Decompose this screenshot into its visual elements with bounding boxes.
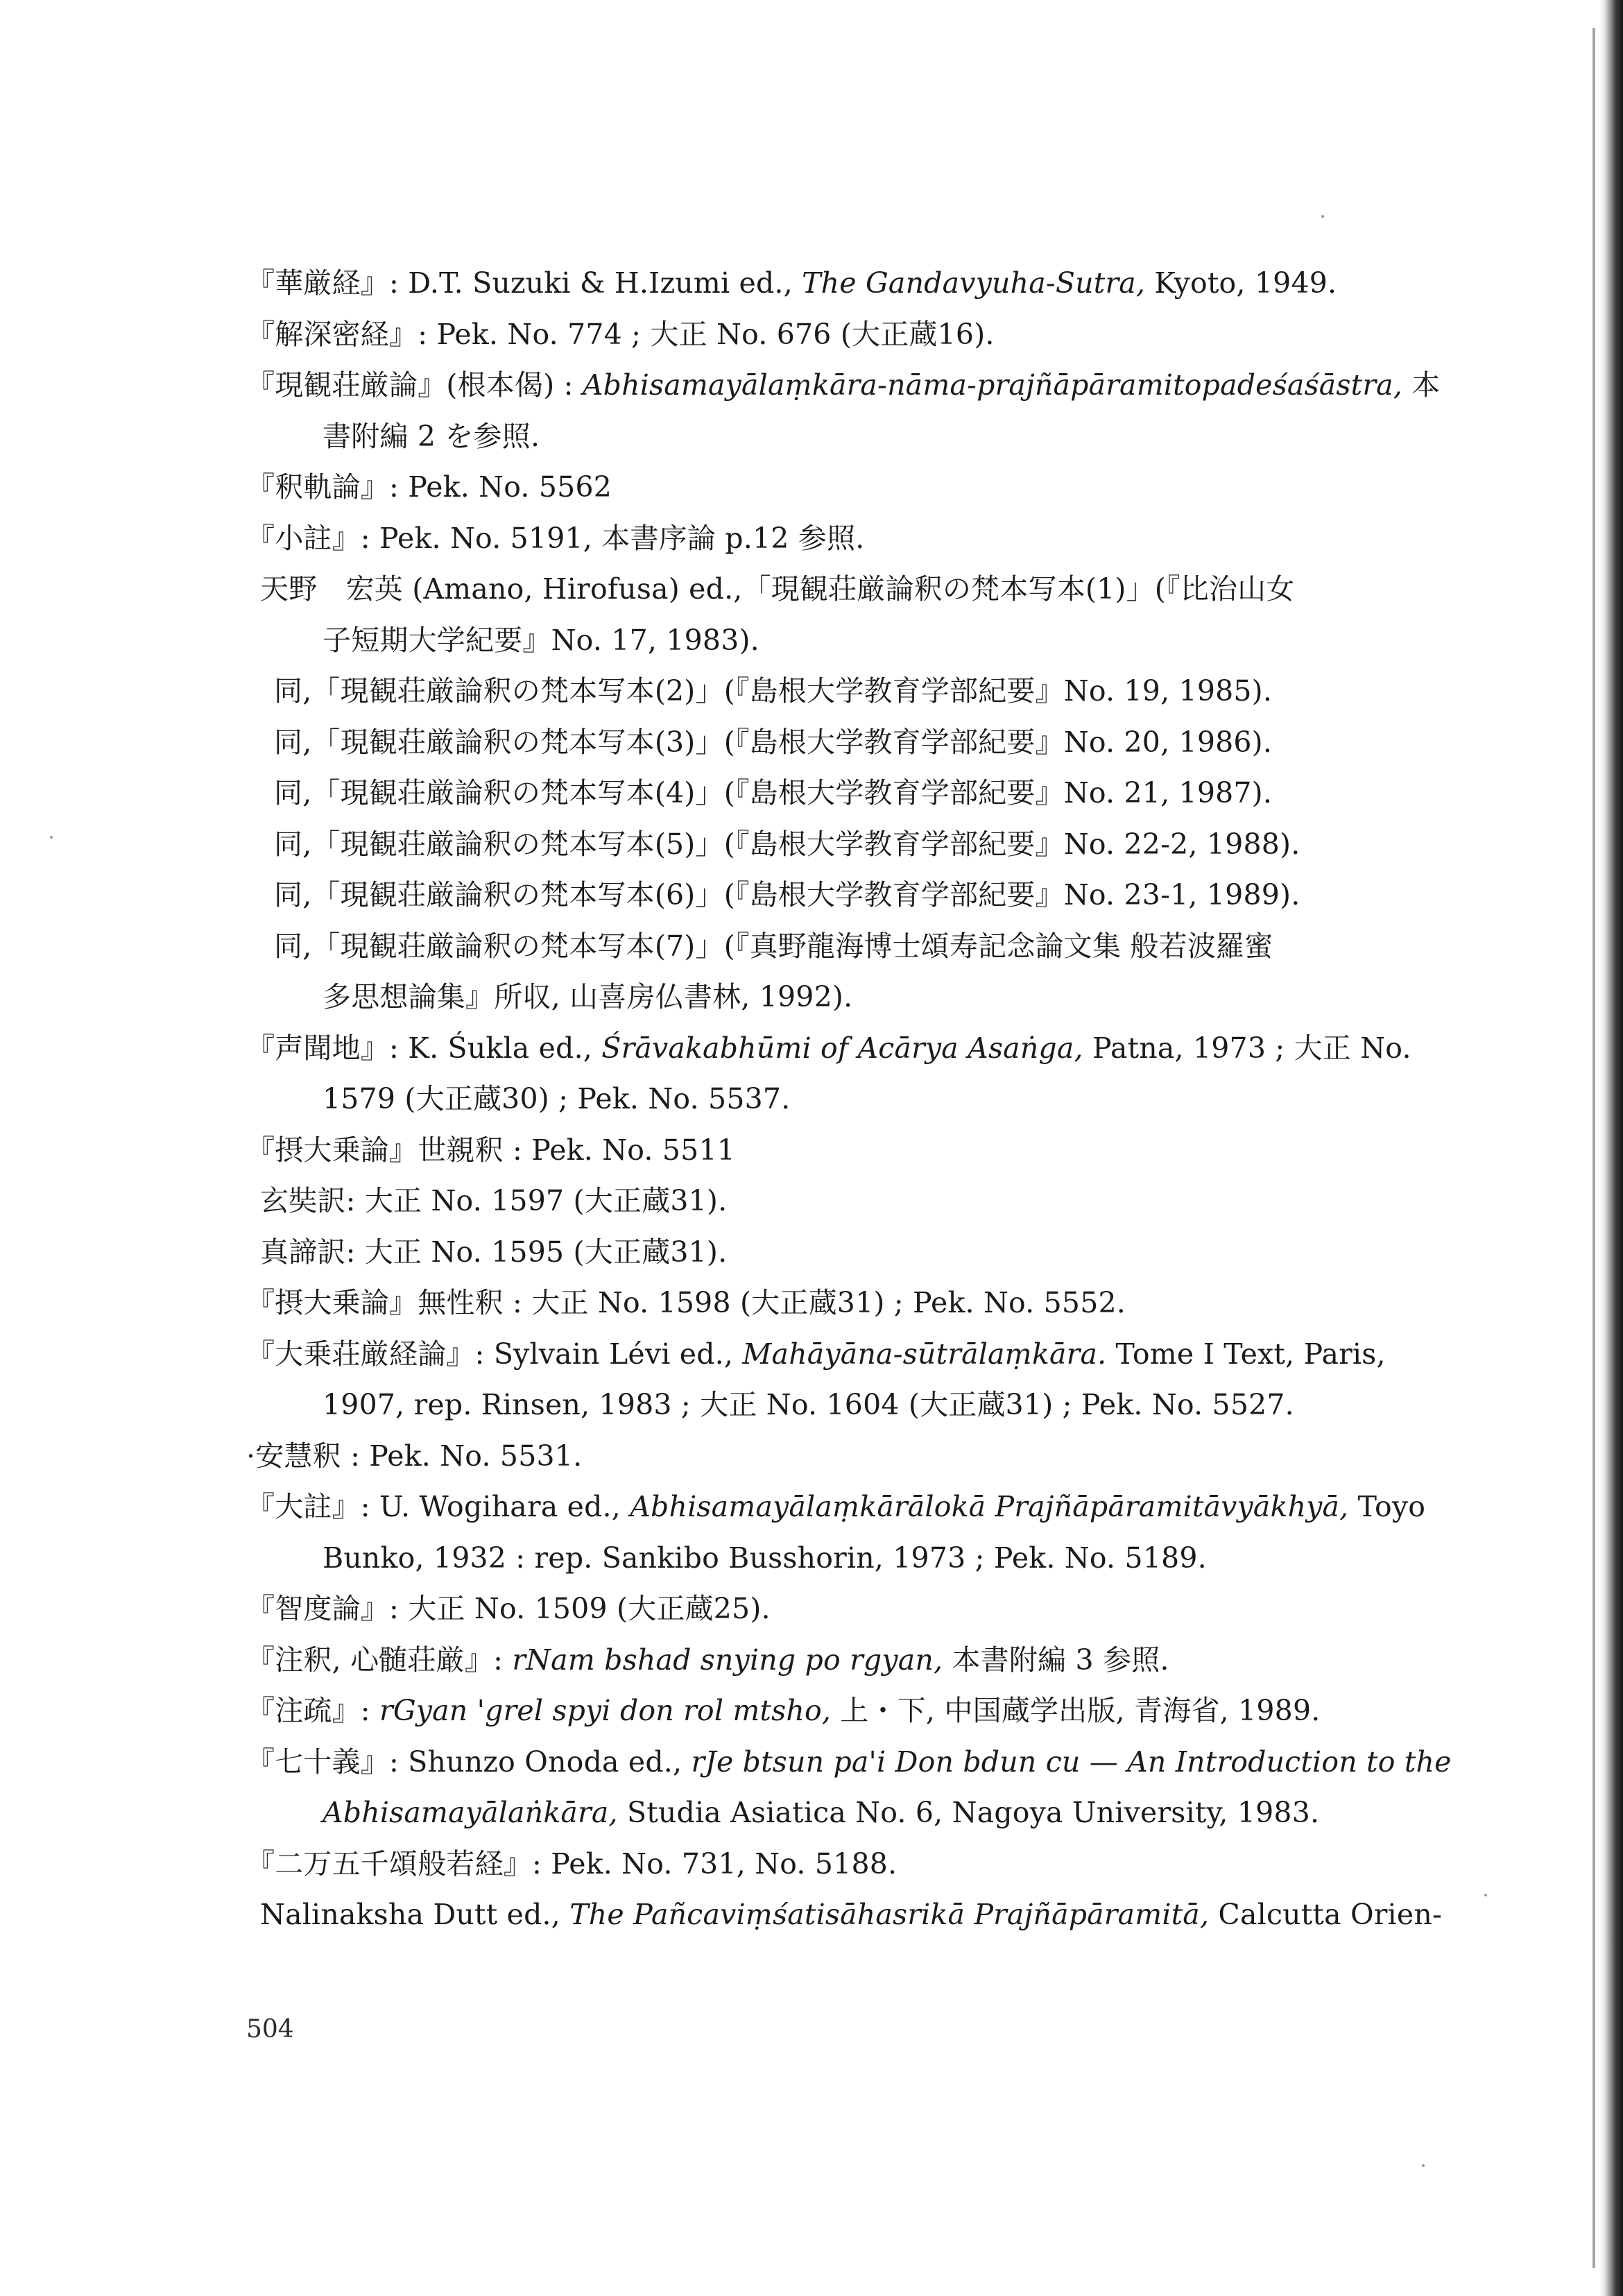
bib-entry: 『二万五千頌般若経』: Pek. No. 731, No. 5188.	[246, 1847, 898, 1881]
scan-speck	[50, 836, 53, 839]
bib-entry: 『華厳経』: D.T. Suzuki & H.Izumi ed., The Gandavyuha-Sutra, Kyoto, 1949.	[246, 266, 1337, 300]
bib-entry-continuation: 1907, rep. Rinsen, 1983 ; 大正 No. 1604 (大正蔵31) ; Pek. No. 5527.	[323, 1388, 1294, 1421]
bib-entry: 玄奘訳: 大正 No. 1597 (大正蔵31).	[260, 1184, 728, 1217]
bib-entry: 同,「現観荘厳論釈の梵本写本(6)」(『島根大学教育学部紀要』No. 23-1, 1989).	[274, 878, 1300, 911]
bib-entry: 『智度論』: 大正 No. 1509 (大正蔵25).	[246, 1592, 771, 1625]
bib-entry: 同,「現観荘厳論釈の梵本写本(7)」(『真野龍海博士頌寿記念論文集 般若波羅蜜	[274, 929, 1273, 963]
bib-entry: 真諦訳: 大正 No. 1595 (大正蔵31).	[260, 1235, 728, 1269]
scan-speck	[1321, 215, 1324, 218]
bib-entry: 『摂大乗論』無性釈 : 大正 No. 1598 (大正蔵31) ; Pek. No. 5552.	[246, 1286, 1126, 1319]
bib-entry: ·安慧釈 : Pek. No. 5531.	[246, 1439, 583, 1473]
bib-entry: 『注釈, 心髄荘厳』: rNam bshad snying po rgyan, 本書附編 3 参照.	[246, 1643, 1169, 1677]
bib-entry: 天野 宏英 (Amano, Hirofusa) ed.,「現観荘厳論釈の梵本写本(1)」(『比治山女	[260, 572, 1295, 606]
bib-entry: 同,「現観荘厳論釈の梵本写本(5)」(『島根大学教育学部紀要』No. 22-2, 1988).	[274, 827, 1300, 861]
scan-speck	[1422, 2164, 1425, 2167]
bib-entry: 『大乗荘厳経論』: Sylvain Lévi ed., Mahāyāna-sūtrālaṃkāra. Tome I Text, Paris,	[246, 1337, 1386, 1371]
bib-entry: 同,「現観荘厳論釈の梵本写本(3)」(『島根大学教育学部紀要』No. 20, 1986).	[274, 725, 1273, 759]
page-number: 504	[246, 2015, 294, 2044]
bib-entry-continuation: 子短期大学紀要』No. 17, 1983).	[323, 623, 759, 657]
bib-entry-continuation: 書附編 2 を参照.	[323, 419, 540, 453]
bib-entry: 『七十義』: Shunzo Onoda ed., rJe btsun pa'i Don bdun cu — An Introduction to the	[246, 1745, 1452, 1779]
bib-entry: 『声聞地』: K. Śukla ed., Śrāvakabhūmi of Acārya Asaṅga, Patna, 1973 ; 大正 No.	[246, 1031, 1411, 1065]
bib-entry: 同,「現観荘厳論釈の梵本写本(2)」(『島根大学教育学部紀要』No. 19, 1985).	[274, 674, 1273, 708]
bib-entry: 『現観荘厳論』(根本偈) : Abhisamayālaṃkāra-nāma-prajñāpāramitopadeśaśāstra, 本	[246, 368, 1441, 402]
bibliography-list	[246, 258, 1452, 1941]
bib-entry: 『釈軌論』: Pek. No. 5562	[246, 470, 612, 504]
bib-entry: 『摂大乗論』世親釈 : Pek. No. 5511	[246, 1133, 736, 1167]
page-edge-shadow	[1599, 0, 1623, 2296]
page-edge-line	[1592, 28, 1595, 2268]
bib-entry: 『大註』: U. Wogihara ed., Abhisamayālaṃkārālokā Prajñāpāramitāvyākhyā, Toyo	[246, 1490, 1426, 1523]
bib-entry: 『注疏』: rGyan 'grel spyi don rol mtsho, 上・下, 中国蔵学出版, 青海省, 1989.	[246, 1694, 1321, 1727]
bib-entry: 『解深密経』: Pek. No. 774 ; 大正 No. 676 (大正蔵16).	[246, 317, 995, 351]
bib-entry: 『小註』: Pek. No. 5191, 本書序論 p.12 参照.	[246, 521, 865, 555]
bib-entry-continuation: Abhisamayālaṅkāra, Studia Asiatica No. 6, Nagoya University, 1983.	[323, 1796, 1320, 1829]
bib-entry-continuation: Bunko, 1932 : rep. Sankibo Busshorin, 1973 ; Pek. No. 5189.	[323, 1541, 1207, 1575]
bib-entry-continuation: 1579 (大正蔵30) ; Pek. No. 5537.	[323, 1082, 791, 1115]
bib-entry: Nalinaksha Dutt ed., The Pañcaviṃśatisāhasrikā Prajñāpāramitā, Calcutta Orien-	[260, 1898, 1442, 1931]
scan-speck	[1484, 1894, 1487, 1896]
bib-entry-continuation: 多思想論集』所収, 山喜房仏書林, 1992).	[323, 980, 853, 1013]
bib-entry: 同,「現観荘厳論釈の梵本写本(4)」(『島根大学教育学部紀要』No. 21, 1987).	[274, 776, 1273, 809]
